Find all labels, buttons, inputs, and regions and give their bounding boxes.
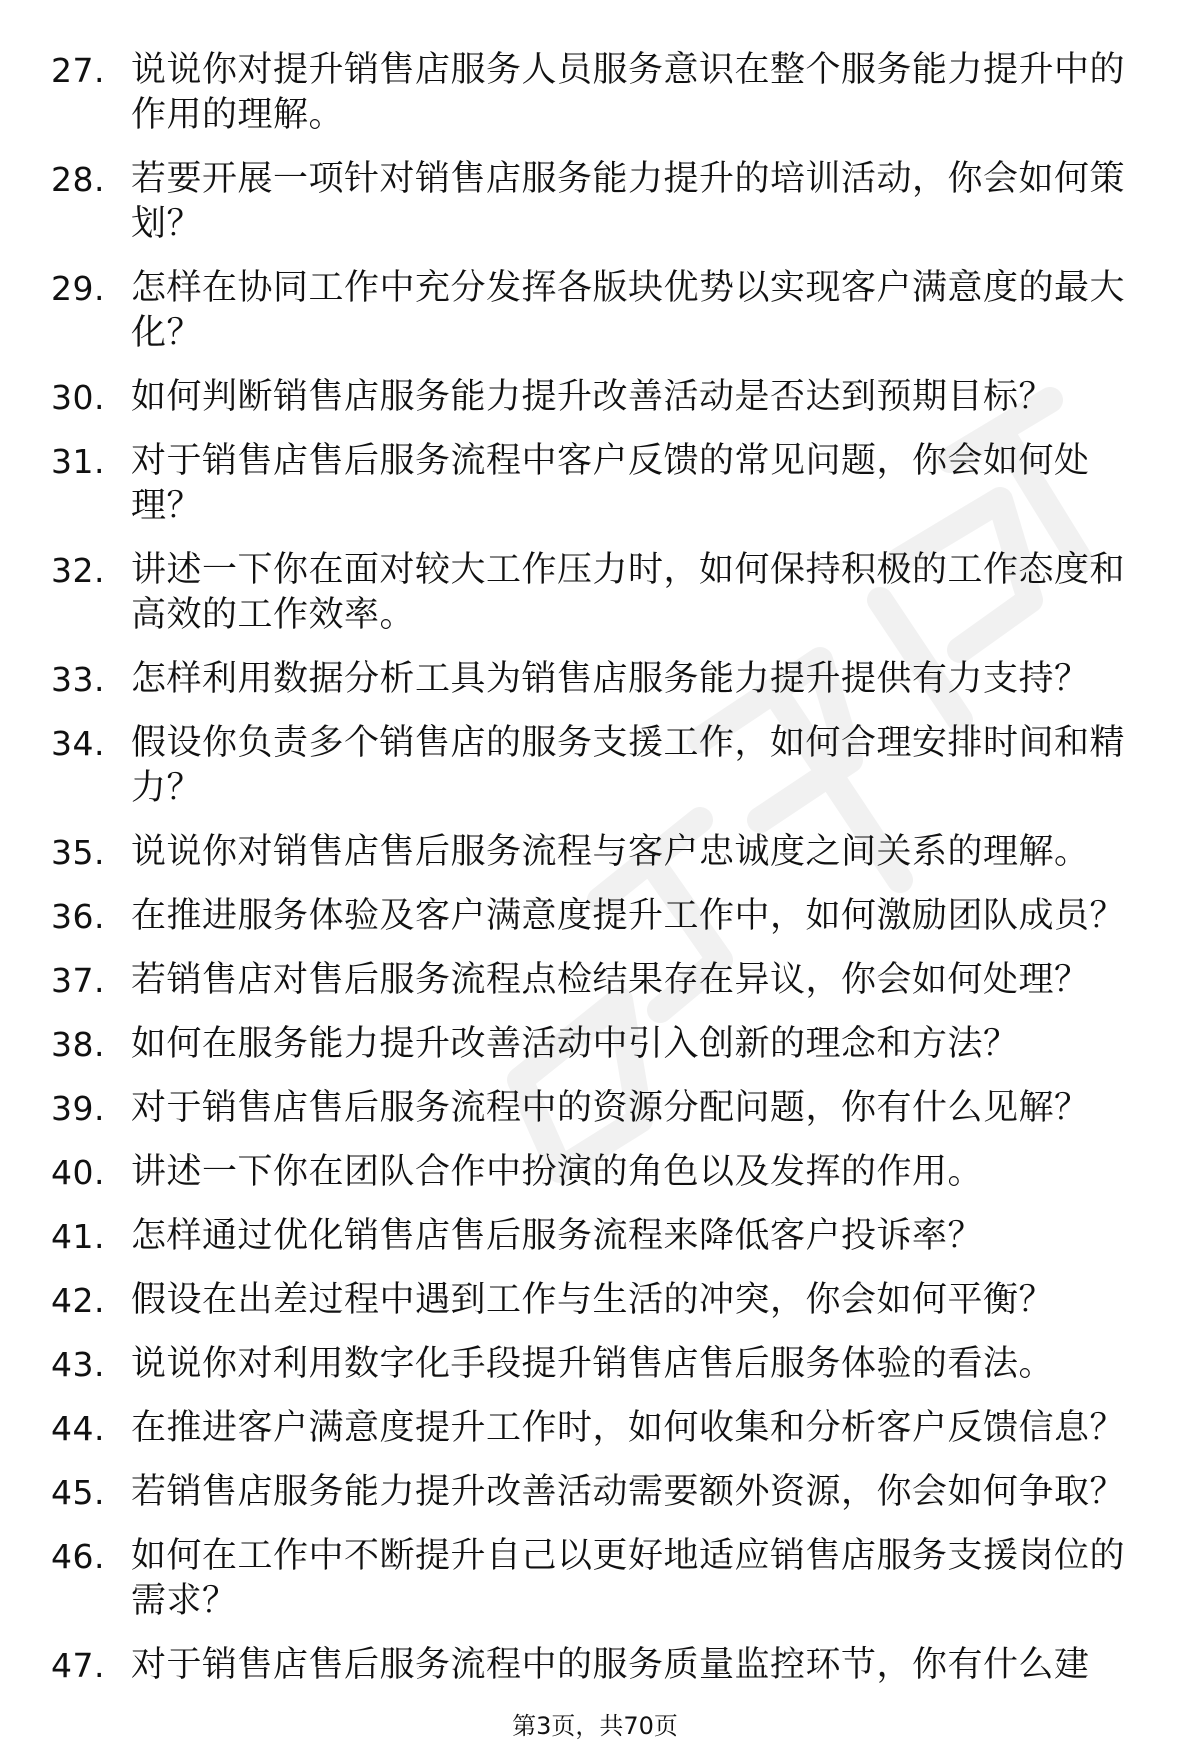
question-number: 39.: [51, 1089, 105, 1128]
list-item: [0, 266, 1190, 356]
list-item: [0, 657, 1190, 702]
list-item: [0, 157, 1190, 247]
question-text: 说说你对提升销售店服务人员服务意识在整个服务能力提升中的作用的理解。: [131, 50, 1126, 135]
question-number: 37.: [51, 961, 105, 1000]
list-item: [0, 894, 1190, 939]
question-number: 31.: [51, 442, 105, 481]
question-number: 36.: [51, 897, 105, 936]
question-number: 44.: [51, 1409, 105, 1448]
question-number: 40.: [51, 1153, 105, 1192]
list-item: [0, 1214, 1190, 1259]
question-text: 怎样利用数据分析工具为销售店服务能力提升提供有力支持？: [131, 659, 1090, 699]
list-item: [0, 1342, 1190, 1387]
page-number-footer: 第3页，共70页: [512, 1712, 678, 1740]
question-text: 如何判断销售店服务能力提升改善活动是否达到预期目标？: [131, 377, 1055, 417]
question-text: 若销售店服务能力提升改善活动需要额外资源，你会如何争取？: [131, 1472, 1126, 1512]
question-text: 假设你负责多个销售店的服务支援工作，如何合理安排时间和精力？: [131, 723, 1126, 808]
question-list: [0, 48, 1190, 1707]
question-text: 怎样在协同工作中充分发挥各版块优势以实现客户满意度的最大化？: [131, 268, 1126, 353]
question-text: 讲述一下你在面对较大工作压力时，如何保持积极的工作态度和高效的工作效率。: [131, 550, 1126, 635]
list-item: [0, 1022, 1190, 1067]
question-number: 46.: [51, 1537, 105, 1576]
question-number: 41.: [51, 1217, 105, 1256]
list-item: [0, 1534, 1190, 1624]
list-item: [0, 958, 1190, 1003]
question-number: 30.: [51, 378, 105, 417]
question-number: 28.: [51, 160, 105, 199]
question-number: 43.: [51, 1345, 105, 1384]
question-text: 说说你对利用数字化手段提升销售店售后服务体验的看法。: [131, 1344, 1055, 1384]
question-number: 45.: [51, 1473, 105, 1512]
question-text: 对于销售店售后服务流程中的资源分配问题，你有什么见解？: [131, 1088, 1090, 1128]
question-text: 若要开展一项针对销售店服务能力提升的培训活动，你会如何策划？: [131, 159, 1126, 244]
question-text: 怎样通过优化销售店售后服务流程来降低客户投诉率？: [131, 1216, 984, 1256]
list-item: [0, 548, 1190, 638]
question-text: 假设在出差过程中遇到工作与生活的冲突，你会如何平衡？: [131, 1280, 1055, 1320]
list-item: [0, 1086, 1190, 1131]
list-item: [0, 721, 1190, 811]
list-item: [0, 1470, 1190, 1515]
question-number: 47.: [51, 1646, 105, 1685]
question-number: 27.: [51, 51, 105, 90]
question-text: 对于销售店售后服务流程中的服务质量监控环节，你有什么建: [131, 1645, 1090, 1685]
question-number: 34.: [51, 724, 105, 763]
question-number: 38.: [51, 1025, 105, 1064]
question-number: 35.: [51, 833, 105, 872]
list-item: [0, 1150, 1190, 1195]
question-number: 29.: [51, 269, 105, 308]
list-item: [0, 439, 1190, 529]
question-number: 42.: [51, 1281, 105, 1320]
question-text: 如何在工作中不断提升自己以更好地适应销售店服务支援岗位的需求？: [131, 1536, 1126, 1621]
question-text: 讲述一下你在团队合作中扮演的角色以及发挥的作用。: [131, 1152, 984, 1192]
question-text: 在推进客户满意度提升工作时，如何收集和分析客户反馈信息？: [131, 1408, 1126, 1448]
question-text: 说说你对销售店售后服务流程与客户忠诚度之间关系的理解。: [131, 832, 1090, 872]
question-text: 若销售店对售后服务流程点检结果存在异议，你会如何处理？: [131, 960, 1090, 1000]
question-text: 对于销售店售后服务流程中客户反馈的常见问题，你会如何处理？: [131, 441, 1090, 526]
list-item: [0, 48, 1190, 138]
list-item: [0, 1406, 1190, 1451]
list-item: [0, 375, 1190, 420]
list-item: [0, 1278, 1190, 1323]
question-text: 如何在服务能力提升改善活动中引入创新的理念和方法？: [131, 1024, 1019, 1064]
question-text: 在推进服务体验及客户满意度提升工作中，如何激励团队成员？: [131, 896, 1126, 936]
list-item: [0, 830, 1190, 875]
list-item: [0, 1643, 1190, 1688]
question-number: 33.: [51, 660, 105, 699]
question-number: 32.: [51, 551, 105, 590]
